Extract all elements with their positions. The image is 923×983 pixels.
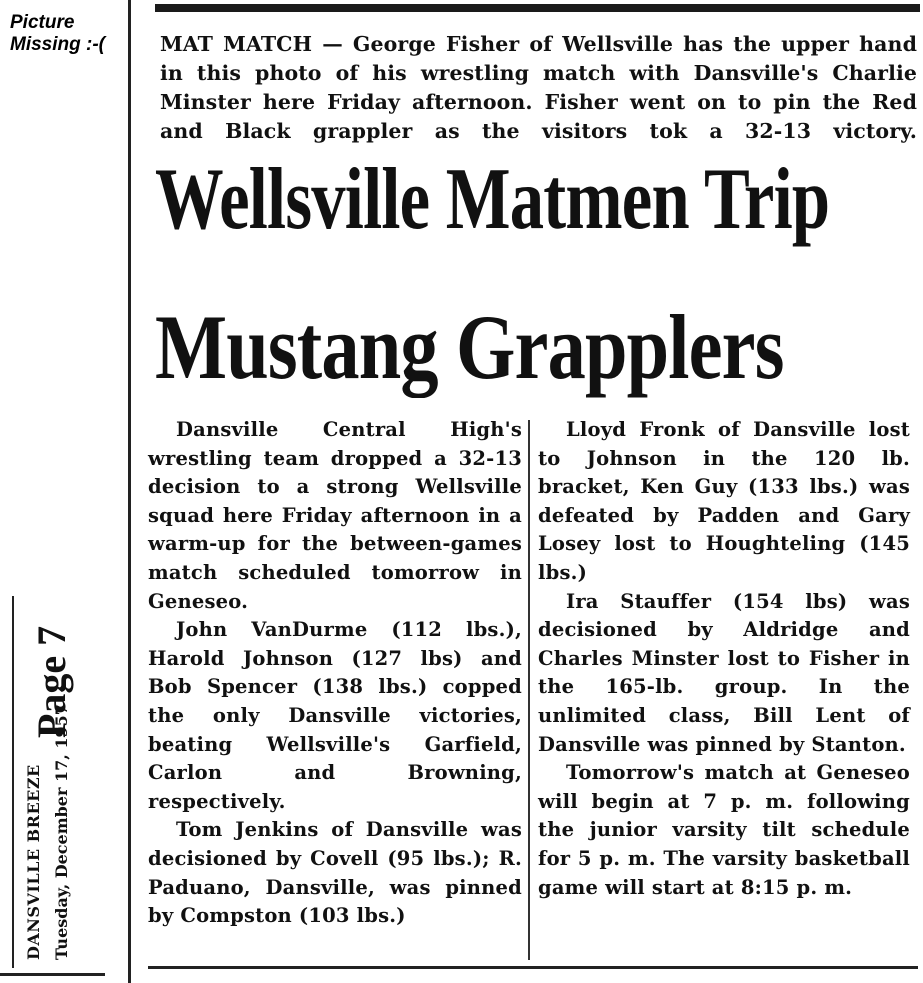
column-rule (528, 420, 530, 960)
bottom-rule-left (0, 973, 105, 976)
top-rule (155, 4, 920, 12)
dateline-date: Tuesday, December 17, 1957 (52, 704, 71, 960)
dateline-paper-name: DANSVILLE BREEZE (24, 764, 43, 960)
headline-line-2: Mustang Grapplers (155, 296, 784, 398)
picture-missing-line-1: Picture (10, 12, 75, 33)
picture-missing-note (10, 12, 105, 56)
photo-caption: MAT MATCH — George Fisher of Wellsville has the upper hand in this photo of his wrestling match with Dansville's Charlie Minster here Friday afternoon. Fisher went on to pin the Red and Black grappler as the visitors tok a 32-13 victory. (160, 32, 917, 143)
article-paragraph: John VanDurme (112 lbs.), Harold Johnson (127 lbs) and Bob Spencer (138 lbs.) copped the only Dansville victories, beating Wellsville's Garfield, Carlon and Browning, respectively. (148, 618, 522, 813)
dateline-page: Page 7 (29, 625, 74, 738)
margin-rule (128, 0, 131, 983)
dateline-rule (12, 596, 14, 968)
article-paragraph: Ira Stauffer (154 lbs) was decisioned by Aldridge and Charles Minster lost to Fisher in the 165-lb. group. In the unlimited class, Bill Lent of Dansville was pinned by Stanton. (538, 589, 910, 756)
dateline-stamp (2, 596, 122, 968)
article-column-right (538, 416, 910, 902)
bottom-rule (148, 966, 918, 969)
article-column-left (148, 416, 522, 931)
article-paragraph: Dansville Central High's wrestling team dropped a 32-13 decision to a strong Wellsville squad here Friday afternoon in a warm-up for the between-games match scheduled tomorrow in Geneseo. (148, 418, 522, 613)
article-paragraph: Lloyd Fronk of Dansville lost to Johnson in the 120 lb. bracket, Ken Guy (133 lbs.) was defeated by Padden and Gary Losey lost to Houghteling (145 lbs.) (538, 418, 910, 584)
picture-missing-line-2: Missing :-( (10, 34, 105, 55)
article-paragraph: Tomorrow's match at Geneseo will begin at 7 p. m. following the junior varsity tilt schedule for 5 p. m. The varsity basketball game will start at 8:15 p. m. (538, 761, 910, 899)
article-paragraph: Tom Jenkins of Dansville was decisioned by Covell (95 lbs.); R. Paduano, Dansville, was pinned by Compston (103 lbs.) (148, 818, 522, 928)
headline-line-1: Wellsville Matmen Trip (155, 151, 830, 248)
